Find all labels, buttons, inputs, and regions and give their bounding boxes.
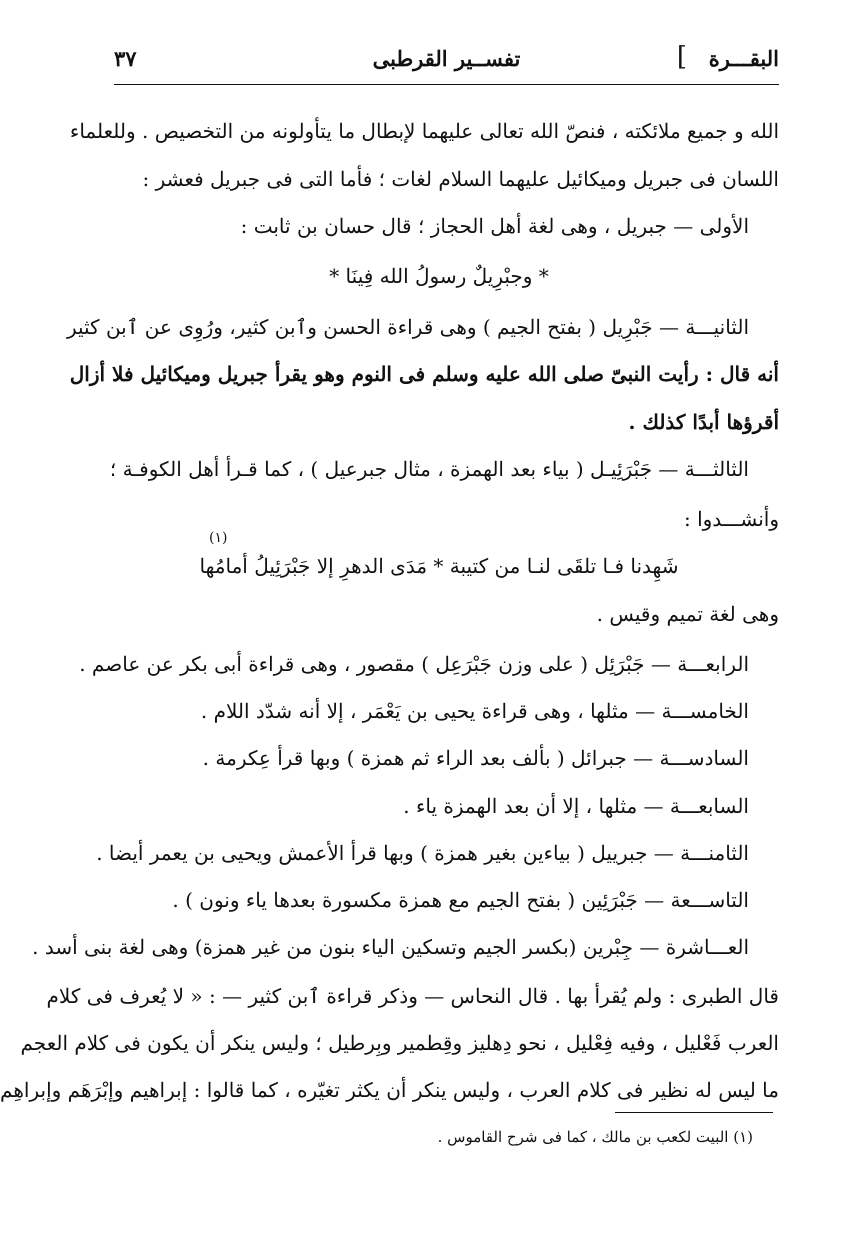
text-line-11: وهى لغة تميم وقيس . <box>596 602 779 626</box>
text-line-15: السابعـــة — مثلها ، إلا أن بعد الهمزة ياء . <box>403 794 749 818</box>
text-line-21: ما ليس له نظير فى كلام العرب ، وليس ينكر أن يكثر تغيّره ، كما قالوا : إبراهيم وإبْرَهَم وإبراهِم <box>0 1078 779 1102</box>
text-line-13: الخامســـة — مثلها ، وهى قراءة يحيى بن يَعْمَر ، إلا أنه شدّد اللام . <box>200 699 749 723</box>
text-line-8: الثالثـــة — جَبْرَئِيـل ( بياء بعد الهمزة ، مثال جبرعيل ) ، كما قـرأ أهل الكوفـة ؛ <box>109 457 749 481</box>
text-line-3: الأولى — جبريل ، وهى لغة أهل الحجاز ؛ قال حسان بن ثابت : <box>240 214 749 238</box>
footnote-text: (١) البيت لكعب بن مالك ، كما فى شرح القاموس . <box>437 1128 753 1146</box>
text-line-12: الرابعـــة — جَبْرَئِل ( على وزن جَبْرَعِل ) مقصور ، وهى قراءة أبى بكر عن عاصم . <box>79 652 749 676</box>
text-line-18: العـــاشرة — جِبْرين (بكسر الجيم وتسكين الياء بنون من غير همزة) وهى لغة بنى أسد . <box>32 935 749 959</box>
text-line-6: أنه قال : رأيت النبىّ صلى الله عليه وسلم فى النوم وهو يقرأ جبريل وميكائيل فلا أزال <box>69 362 779 386</box>
header-bracket: ] <box>676 42 687 72</box>
verse-line-1: * وجبْرِيلٌ رسولُ الله فِينَا * <box>329 264 549 288</box>
book-title: تفســير القرطبى <box>372 46 521 71</box>
text-line-19: قال الطبرى : ولم يُقرأ بها . قال النحاس — وذكر قراءة ٱبن كثير — : « لا يُعرف فى كلام <box>46 984 779 1008</box>
footnote-separator <box>615 1112 773 1113</box>
page-number: ٣٧ <box>114 46 137 71</box>
text-line-1: الله و جميع ملائكته ، فنصّ الله تعالى عليهما لإبطال ما يتأولونه من التخصيص . وللعلماء <box>69 119 779 143</box>
text-line-7: أقرؤها أبدًا كذلك . <box>628 410 779 434</box>
text-line-16: الثامنـــة — جبرييل ( بياءين بغير همزة ) وبها قرأ الأعمش ويحيى بن يعمر أيضا . <box>96 841 749 865</box>
text-line-14: السادســـة — جبرائل ( بألف بعد الراء ثم همزة ) وبها قرأ عِكرمة . <box>202 746 749 770</box>
verse-line-2: شَهِدنا فـا تلقَى لنـا من كتيبة * مَدَى الدهرِ إلا جَبْرَئِيلُ أمامُها <box>199 554 679 578</box>
text-line-2: اللسان فى جبريل وميكائيل عليهما السلام لغات ؛ فأما التى فى جبريل فعشر : <box>142 167 779 191</box>
footnote-marker: (١) <box>209 530 228 546</box>
text-line-9: وأنشـــدوا : <box>683 507 779 531</box>
surah-name: البقـــرة <box>708 46 779 71</box>
page-header <box>114 40 779 85</box>
text-line-5: الثانيـــة — جَبْرِيل ( بفتح الجيم ) وهى قراءة الحسن وٱبن كثير، ورُوِى عن ٱبن كثير <box>66 315 749 339</box>
text-line-17: التاســـعة — جَبْرَئِين ( بفتح الجيم مع همزة مكسورة بعدها ياء ونون ) . <box>172 888 749 912</box>
text-line-20: العرب فَعْليل ، وفيه فِعْليل ، نحو دِهليز وقِطمير وبِرطيل ؛ وليس ينكر أن يكون فى كلام العجم <box>20 1031 779 1055</box>
